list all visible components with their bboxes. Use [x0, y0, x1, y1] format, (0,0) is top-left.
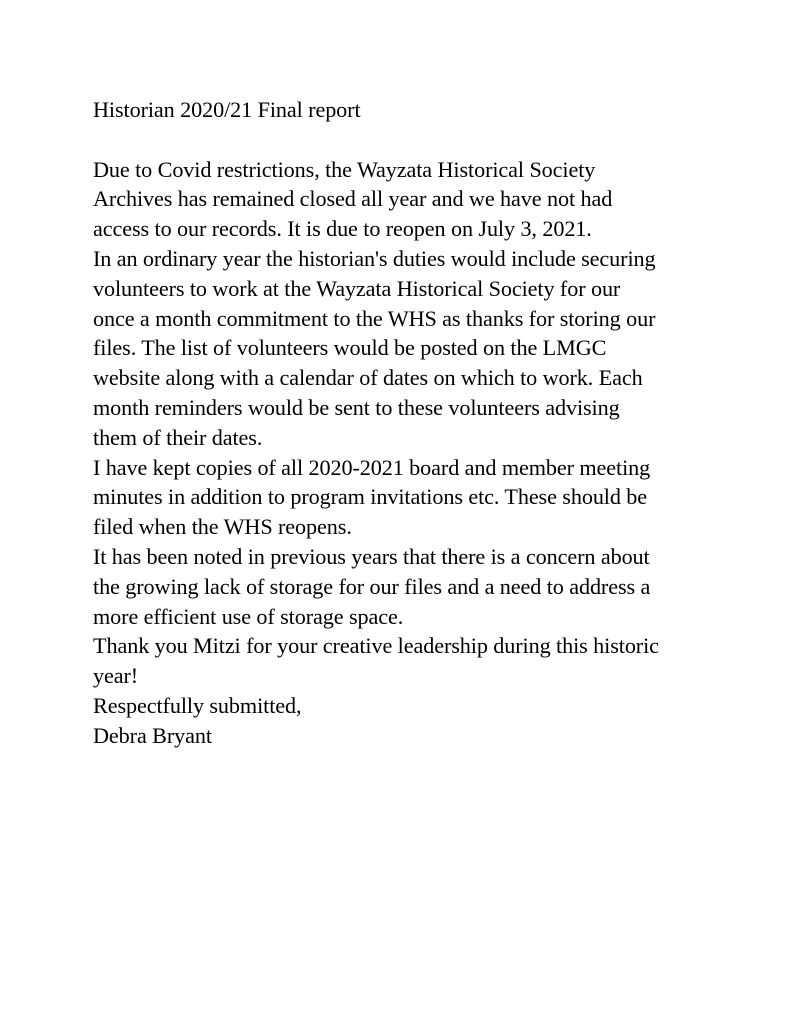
report-title: Historian 2020/21 Final report — [93, 97, 361, 122]
text-line: Thank you Mitzi for your creative leadership during this historic — [93, 633, 659, 659]
text-line: minutes in addition to program invitations etc. These should be — [93, 484, 648, 510]
text-line: access to our records. It is due to reopen on July 3, 2021. — [93, 216, 592, 242]
text-line: Archives has remained closed all year and we have not had — [93, 186, 613, 212]
text-line: volunteers to work at the Wayzata Historical Society for our — [93, 275, 621, 301]
report-body — [93, 95, 733, 751]
text-line: year! — [93, 663, 139, 689]
signature-name: Debra Bryant — [93, 722, 212, 748]
text-line: I have kept copies of all 2020-2021 board and member meeting — [93, 454, 651, 480]
text-line: them of their dates. — [93, 424, 263, 450]
text-line: files. The list of volunteers would be posted on the LMGC — [93, 335, 607, 361]
text-line: once a month commitment to the WHS as thanks for storing our — [93, 305, 656, 331]
blank-line — [93, 125, 733, 155]
text-line: In an ordinary year the historian's duties would include securing — [93, 245, 656, 271]
text-line: Due to Covid restrictions, the Wayzata Historical Society — [93, 156, 596, 182]
closing-line: Respectfully submitted, — [93, 692, 302, 718]
text-line: It has been noted in previous years that there is a concern about — [93, 543, 650, 569]
text-line: month reminders would be sent to these volunteers advising — [93, 394, 620, 420]
text-line: more efficient use of storage space. — [93, 603, 404, 629]
text-line: filed when the WHS reopens. — [93, 514, 352, 540]
text-line: website along with a calendar of dates on which to work. Each — [93, 365, 643, 391]
text-line: the growing lack of storage for our files and a need to address a — [93, 573, 651, 599]
